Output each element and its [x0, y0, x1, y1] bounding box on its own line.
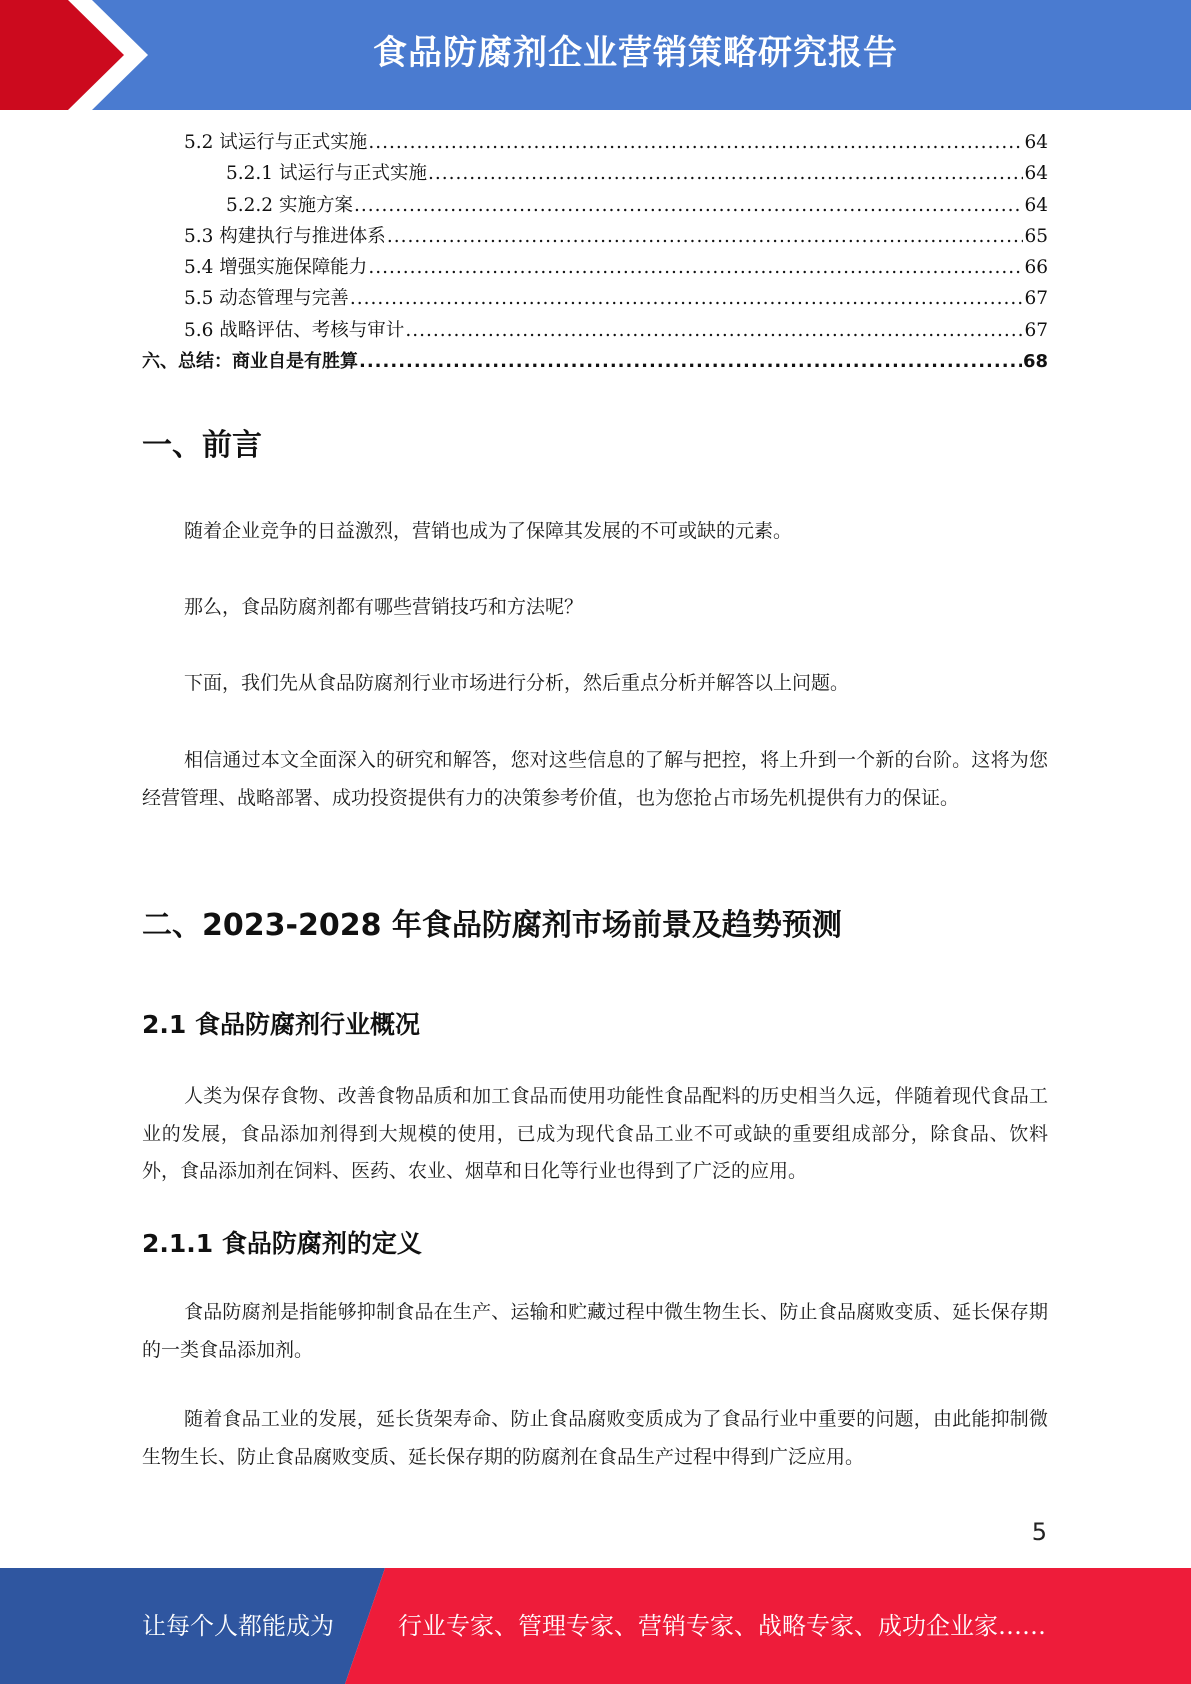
- section-heading-market: 二、2023-2028 年食品防腐剂市场前景及趋势预测: [142, 908, 842, 943]
- footer-band: [0, 1568, 1191, 1684]
- toc-leader-dots: [428, 163, 1023, 184]
- toc-leader-dots: [359, 351, 1022, 372]
- toc-entry[interactable]: [142, 128, 1048, 159]
- subsection-heading-definition: 2.1.1 食品防腐剂的定义: [142, 1229, 422, 1258]
- toc-entry-label: 5.2.1 试运行与正式实施: [226, 163, 427, 185]
- footer-slogan-right: 行业专家、管理专家、营销专家、战略专家、成功企业家……: [398, 1612, 1046, 1640]
- toc-entry[interactable]: [142, 284, 1048, 315]
- section-heading-preface: 一、前言: [142, 428, 262, 463]
- toc-leader-dots: [368, 257, 1023, 278]
- toc-entry-label: 5.6 战略评估、考核与审计: [184, 319, 405, 341]
- table-of-contents: [142, 128, 1048, 378]
- header-band: [0, 0, 1191, 110]
- header-chevron-decoration: [0, 0, 160, 110]
- toc-entry-label: 5.4 增强实施保障能力: [184, 257, 368, 279]
- overview-paragraph: 人类为保存食物、改善食物品质和加工食品而使用功能性食品配料的历史相当久远，伴随着现代食品工业的发展，食品添加剂得到大规模的使用，已成为现代食品工业不可或缺的重要组成部分，除食品、饮料外，食品添加剂在饲料、医药、农业、烟草和日化等行业也得到了广泛的应用。: [142, 1085, 1048, 1182]
- toc-entry-label: 六、总结：商业自是有胜算: [142, 351, 358, 373]
- toc-entry-label: 5.5 动态管理与完善: [184, 288, 349, 310]
- toc-entry-page: 64: [1024, 194, 1048, 216]
- preface-paragraph: 随着企业竞争的日益激烈，营销也成为了保障其发展的不可或缺的元素。: [184, 520, 793, 542]
- toc-entry[interactable]: [142, 253, 1048, 284]
- subsection-heading-overview: 2.1 食品防腐剂行业概况: [142, 1010, 420, 1039]
- toc-entry-label: 5.3 构建执行与推进体系: [184, 225, 386, 247]
- preface-paragraph: 相信通过本文全面深入的研究和解答，您对这些信息的了解与把控，将上升到一个新的台阶。这将为您经营管理、战略部署、成功投资提供有力的决策参考价值，也为您抢占市场先机提供有力的保证。: [142, 749, 1048, 809]
- report-title: 食品防腐剂企业营销策略研究报告: [373, 33, 898, 73]
- toc-entry-label: 5.2 试运行与正式实施: [184, 132, 368, 153]
- toc-entry[interactable]: [142, 222, 1048, 253]
- definition-paragraph: 随着食品工业的发展，延长货架寿命、防止食品腐败变质成为了食品行业中重要的问题，由此能抑制微生物生长、防止食品腐败变质、延长保存期的防腐剂在食品生产过程中得到广泛应用。: [142, 1408, 1048, 1468]
- toc-leader-dots: [350, 288, 1024, 309]
- toc-leader-dots: [405, 320, 1023, 341]
- toc-entry-label: 5.2.2 实施方案: [226, 194, 353, 216]
- toc-entry-page: 65: [1024, 225, 1048, 247]
- toc-entry-page: 64: [1024, 163, 1048, 185]
- toc-entry[interactable]: [142, 316, 1048, 347]
- toc-entry[interactable]: [142, 159, 1048, 190]
- page-number: 5: [1031, 1518, 1047, 1546]
- toc-entry[interactable]: [142, 191, 1048, 222]
- toc-entry-page: 68: [1022, 351, 1048, 373]
- footer-slogan-left: 让每个人都能成为: [142, 1612, 334, 1640]
- toc-entry[interactable]: [142, 347, 1048, 378]
- toc-entry-page: 67: [1024, 319, 1048, 341]
- toc-entry-page: 64: [1024, 132, 1048, 153]
- toc-entry-page: 67: [1024, 288, 1048, 310]
- preface-paragraph: 那么，食品防腐剂都有哪些营销技巧和方法呢？: [184, 596, 584, 618]
- definition-paragraph: 食品防腐剂是指能够抑制食品在生产、运输和贮藏过程中微生物生长、防止食品腐败变质、延长保存期的一类食品添加剂。: [142, 1301, 1048, 1361]
- toc-leader-dots: [387, 226, 1024, 247]
- toc-entry-page: 66: [1024, 257, 1048, 279]
- toc-leader-dots: [354, 195, 1024, 216]
- toc-leader-dots: [368, 132, 1023, 153]
- preface-paragraph: 下面，我们先从食品防腐剂行业市场进行分析，然后重点分析并解答以上问题。: [184, 672, 850, 694]
